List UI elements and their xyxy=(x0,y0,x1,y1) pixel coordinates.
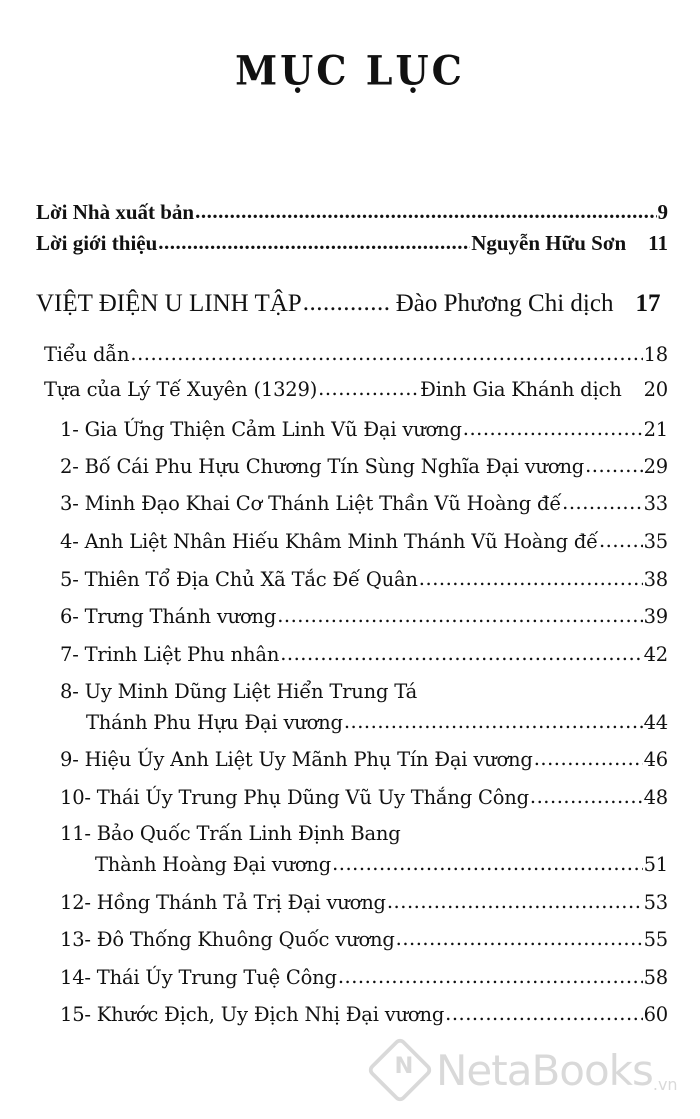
toc-label-line1: 8- Uy Minh Dũng Liệt Hiển Trung Tá xyxy=(60,680,417,703)
toc-row-entry[interactable] xyxy=(86,711,668,734)
toc-row-entry[interactable] xyxy=(60,418,668,441)
toc-label: 14- Thái Úy Trung Tuệ Công xyxy=(60,966,337,989)
leader-dots xyxy=(463,417,643,440)
toc-page: 46 xyxy=(643,748,668,771)
toc-page: 39 xyxy=(643,605,668,628)
leader-dots xyxy=(396,927,643,950)
section-translator: Đào Phương Chi dịch xyxy=(395,290,614,317)
toc-author: Nguyễn Hữu Sơn xyxy=(471,231,627,255)
toc-row-entry[interactable] xyxy=(60,455,668,478)
toc-row-foreword[interactable] xyxy=(44,343,668,366)
toc-row-entry[interactable] xyxy=(60,966,668,989)
toc-row-entry[interactable] xyxy=(60,643,668,666)
toc-page: 58 xyxy=(643,966,668,989)
toc-row-publisher-note[interactable] xyxy=(36,200,668,225)
watermark-suffix: .vn xyxy=(652,1075,678,1094)
toc-row-entry[interactable] xyxy=(60,568,668,591)
toc-label: 13- Đô Thống Khuông Quốc vương xyxy=(60,928,395,951)
toc-page: 33 xyxy=(643,492,668,515)
toc-row-entry[interactable] xyxy=(60,605,668,628)
toc-row-entry[interactable] xyxy=(60,492,668,515)
toc-label: 5- Thiên Tổ Địa Chủ Xã Tắc Đế Quân xyxy=(60,568,418,591)
toc-page: 21 xyxy=(643,418,668,441)
toc-row-introduction[interactable] xyxy=(36,231,668,256)
leader-dots xyxy=(585,454,642,477)
section-title: VIỆT ĐIỆN U LINH TẬP xyxy=(36,290,302,317)
page-title: MỤC LỤC xyxy=(235,46,465,95)
leader-dots xyxy=(158,230,470,255)
toc-page: 44 xyxy=(643,711,668,734)
leader-dots xyxy=(332,852,643,875)
toc-row-entry[interactable] xyxy=(60,928,668,951)
toc-page: 55 xyxy=(643,928,668,951)
toc-label-line1: 11- Bảo Quốc Trấn Linh Định Bang xyxy=(60,822,401,845)
toc-label: 4- Anh Liệt Nhân Hiếu Khâm Minh Thánh Vũ Hoàng đế xyxy=(60,530,598,553)
leader-dots xyxy=(599,529,643,552)
toc-label: 10- Thái Úy Trung Phụ Dũng Vũ Uy Thắng Công xyxy=(60,786,529,809)
toc-page: 18 xyxy=(643,343,668,366)
toc-label: Thành Hoàng Đại vương xyxy=(95,853,332,876)
leader-dots xyxy=(303,289,389,317)
toc-page: 11 xyxy=(648,231,668,255)
toc-row-preface[interactable] xyxy=(44,378,668,401)
leader-dots xyxy=(195,199,656,224)
toc-translator: Đinh Gia Khánh dịch xyxy=(420,378,622,401)
leader-dots xyxy=(530,785,643,808)
toc-row-entry[interactable] xyxy=(60,748,668,771)
leader-dots xyxy=(130,342,642,365)
toc-label: 9- Hiệu Úy Anh Liệt Uy Mãnh Phụ Tín Đại vương xyxy=(60,748,533,771)
toc-page: 51 xyxy=(643,853,668,876)
leader-dots xyxy=(562,491,642,514)
leader-dots xyxy=(419,567,643,590)
leader-dots xyxy=(387,890,643,913)
toc-page: 35 xyxy=(643,530,668,553)
toc-row-entry[interactable] xyxy=(60,786,668,809)
leader-dots xyxy=(445,1002,642,1025)
watermark xyxy=(368,1038,678,1102)
toc-page: 60 xyxy=(643,1003,668,1026)
toc-label: 2- Bố Cái Phu Hựu Chương Tín Sùng Nghĩa Đại vương xyxy=(60,455,585,478)
toc-page: 29 xyxy=(643,455,668,478)
toc-row-entry[interactable] xyxy=(95,853,668,876)
toc-page: 20 xyxy=(643,378,668,401)
leader-dots xyxy=(318,377,419,400)
toc-label: Thánh Phu Hựu Đại vương xyxy=(86,711,343,734)
toc-label: Tiểu dẫn xyxy=(44,343,130,366)
toc-label: 3- Minh Đạo Khai Cơ Thánh Liệt Thần Vũ Hoàng đế xyxy=(60,492,562,515)
toc-label: Lời Nhà xuất bản xyxy=(36,200,195,224)
leader-dots xyxy=(338,965,643,988)
toc-row-entry[interactable] xyxy=(60,1003,668,1026)
leader-dots xyxy=(277,604,642,627)
netabooks-logo-icon: N xyxy=(366,1036,434,1104)
watermark-text: NetaBooks xyxy=(436,1045,653,1095)
toc-label: Tựa của Lý Tế Xuyên (1329) xyxy=(44,378,318,401)
toc-label: Lời giới thiệu xyxy=(36,231,158,255)
leader-dots xyxy=(280,642,642,665)
toc-page: 17 xyxy=(635,290,661,317)
toc-row-entry[interactable] xyxy=(60,891,668,914)
toc-label: 1- Gia Ứng Thiện Cảm Linh Vũ Đại vương xyxy=(60,418,462,441)
toc-page: 48 xyxy=(643,786,668,809)
toc-row-entry[interactable] xyxy=(60,530,668,553)
toc-label: 6- Trưng Thánh vương xyxy=(60,605,277,628)
toc-page: 9 xyxy=(657,200,668,224)
toc-label: 7- Trinh Liệt Phu nhân xyxy=(60,643,280,666)
toc-page: 42 xyxy=(643,643,668,666)
toc-row-section[interactable] xyxy=(36,290,668,318)
toc-label: 12- Hồng Thánh Tả Trị Đại vương xyxy=(60,891,386,914)
leader-dots xyxy=(344,710,643,733)
toc-label: 15- Khước Địch, Uy Địch Nhị Đại vương xyxy=(60,1003,445,1026)
leader-dots xyxy=(534,747,643,770)
toc-page: 53 xyxy=(643,891,668,914)
toc-page: 38 xyxy=(643,568,668,591)
